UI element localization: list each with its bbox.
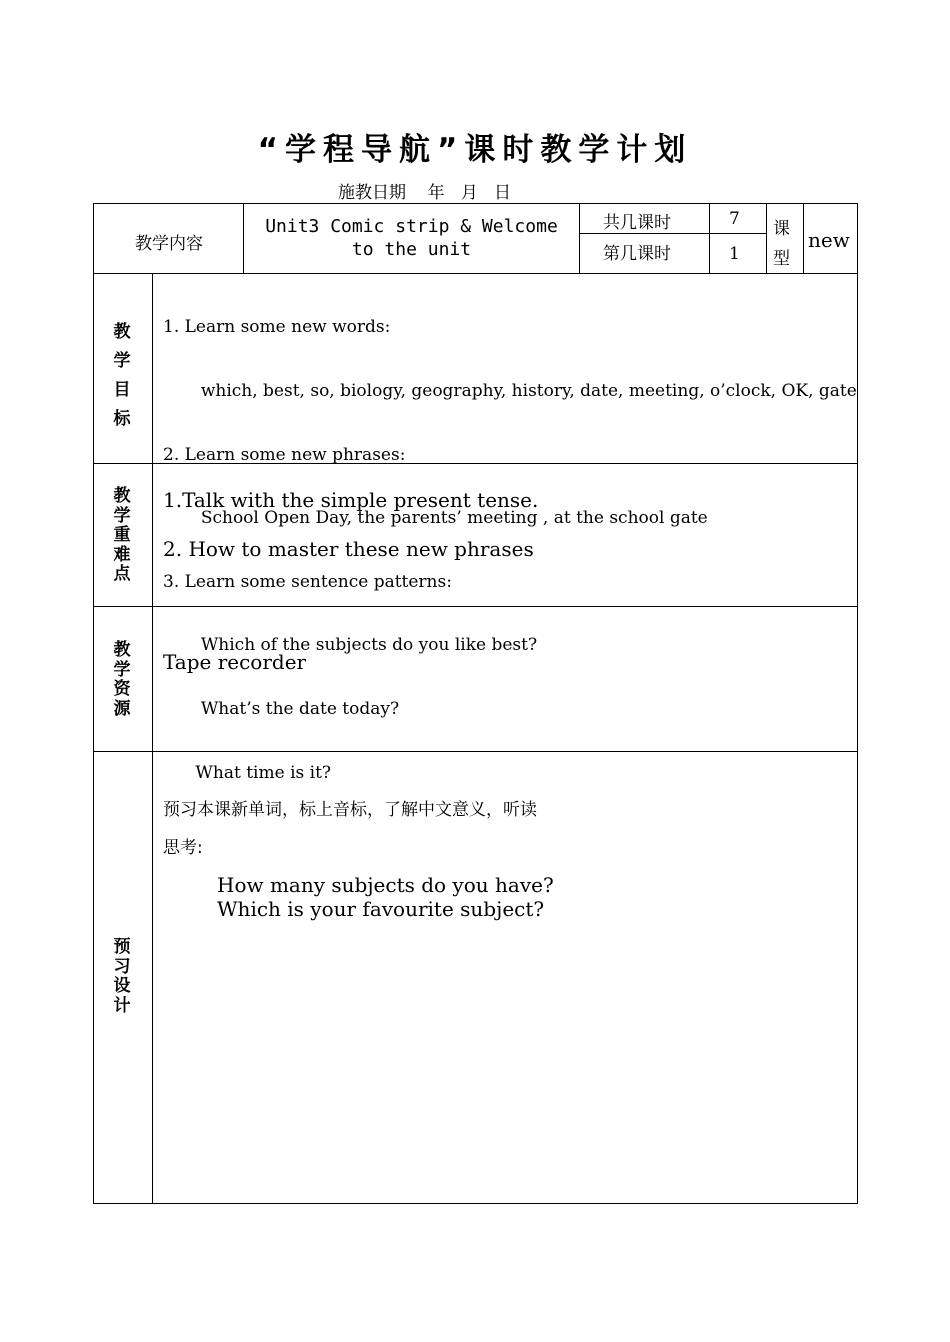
lesson-number-label: 第几课时 bbox=[603, 244, 671, 264]
unit-title-line-2: to the unit bbox=[351, 239, 472, 260]
col-divider bbox=[709, 203, 710, 273]
lesson-count-divider bbox=[579, 233, 767, 234]
objective-line: 2. Learn some new phrases: bbox=[163, 444, 406, 465]
unit-title-line-1: Unit3 Comic strip & Welcome bbox=[265, 216, 558, 237]
col-divider bbox=[766, 203, 767, 273]
lesson-type-label: 课 bbox=[773, 219, 790, 239]
objective-line: What’s the date today? bbox=[163, 699, 400, 720]
lesson-type-label: 型 bbox=[773, 249, 790, 269]
col-divider bbox=[243, 203, 244, 273]
resources-text: Tape recorder bbox=[163, 650, 307, 674]
preview-label: 预 习 设 计 bbox=[113, 937, 131, 1016]
think-label: 思考: bbox=[163, 838, 203, 858]
objective-line: 3. Learn some sentence patterns: bbox=[163, 571, 452, 592]
row-divider bbox=[93, 273, 858, 274]
preview-question-2: Which is your favourite subject? bbox=[217, 897, 545, 921]
key-points-label: 教 学 重 难 点 bbox=[113, 486, 131, 584]
objective-line: 1. Learn some new words: bbox=[163, 317, 391, 338]
col-divider bbox=[579, 203, 580, 273]
total-lessons-value: 7 bbox=[729, 209, 740, 229]
lesson-type-value: new bbox=[808, 228, 850, 252]
total-lessons-label: 共几课时 bbox=[603, 213, 671, 233]
content-label: 教学内容 bbox=[135, 234, 203, 254]
resources-label: 教 学 资 源 bbox=[113, 640, 131, 719]
objective-line: which, best, so, biology, geography, history, date, meeting, o’clock, OK, gate bbox=[163, 381, 857, 402]
key-point-1: 1.Talk with the simple present tense. bbox=[163, 488, 539, 512]
lesson-number-value: 1 bbox=[729, 244, 740, 264]
label-column-divider bbox=[152, 273, 153, 1204]
preview-instruction: 预习本课新单词，标上音标，了解中文意义，听读 bbox=[163, 800, 537, 820]
objective-line: School Open Day, the parents’ meeting , at the school gate bbox=[163, 508, 708, 529]
objectives-label: 教 学 目 标 bbox=[113, 322, 131, 429]
col-divider bbox=[803, 203, 804, 273]
key-point-2: 2. How to master these new phrases bbox=[163, 537, 534, 561]
objective-line: Which of the subjects do you like best? bbox=[163, 635, 538, 656]
objective-line: What time is it? bbox=[163, 762, 332, 783]
preview-question-1: How many subjects do you have? bbox=[217, 873, 554, 897]
page-title: “学程导航”课时教学计划 bbox=[257, 132, 693, 168]
teaching-date-line: 施教日期 年 月 日 bbox=[338, 183, 512, 203]
